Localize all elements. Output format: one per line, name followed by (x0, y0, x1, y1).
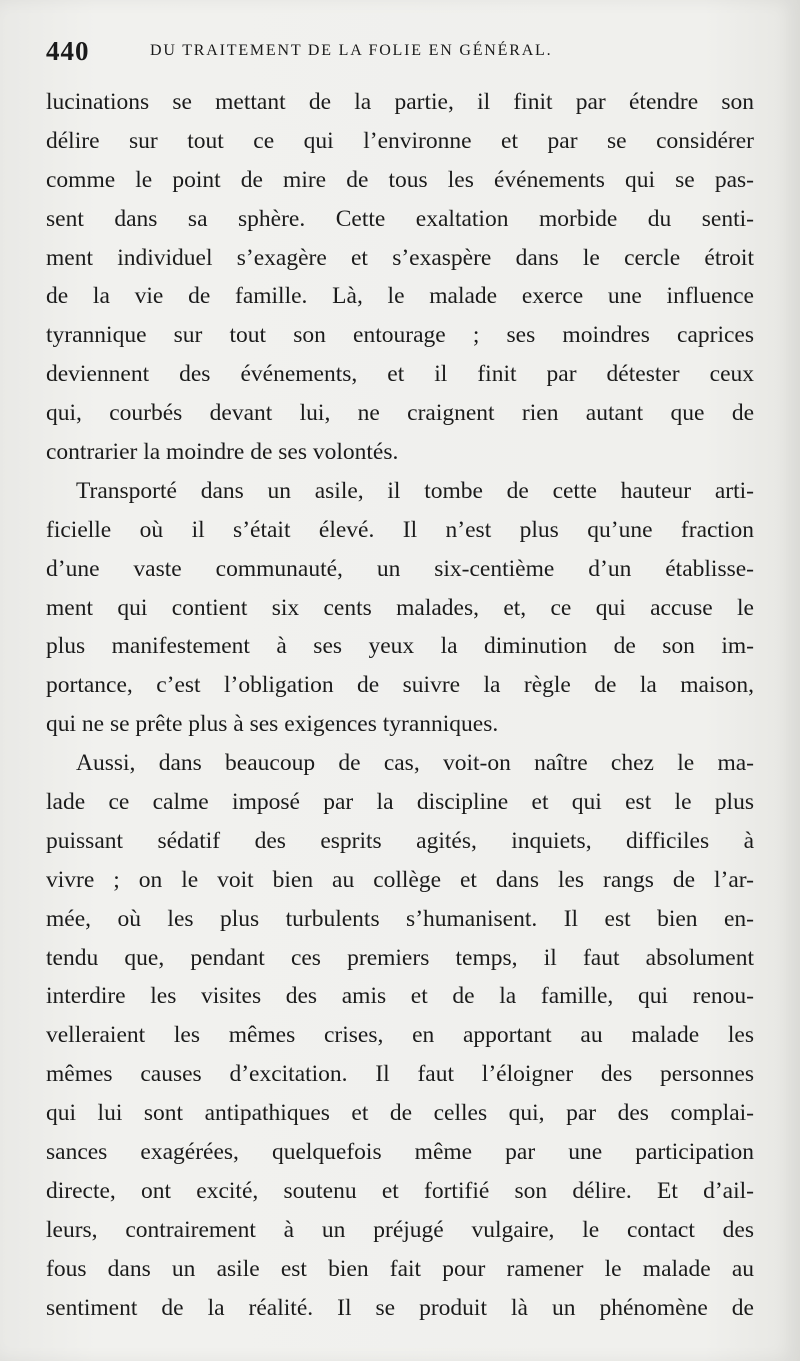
text-line: d’une vaste communauté, un six-centième d’un établisse- (46, 555, 754, 582)
text-line: contrarier la moindre de ses volontés. (46, 439, 399, 466)
text-line: tendu que, pendant ces premiers temps, il faut absolument (46, 944, 754, 971)
text-line: tyrannique sur tout son entourage ; ses moindres caprices (46, 322, 754, 349)
text-line: délire sur tout ce qui l’environne et par se considérer (46, 127, 754, 154)
text-line: interdire les visites des amis et de la famille, qui renou- (46, 983, 754, 1010)
text-line: Transporté dans un asile, il tombe de cette hauteur arti- (76, 477, 754, 504)
text-line: portance, c’est l’obligation de suivre la règle de la maison, (46, 672, 754, 699)
text-line: puissant sédatif des esprits agités, inquiets, difficiles à (46, 827, 754, 854)
text-line: comme le point de mire de tous les événements qui se pas- (46, 166, 754, 193)
text-line: fous dans un asile est bien fait pour ramener le malade au (46, 1255, 754, 1282)
text-line: mée, où les plus turbulents s’humanisent. Il est bien en- (46, 905, 754, 932)
text-line: deviennent des événements, et il finit par détester ceux (46, 361, 754, 388)
text-line: directe, ont excité, soutenu et fortifié son délire. Et d’ail- (46, 1177, 754, 1204)
text-line: mêmes causes d’excitation. Il faut l’éloigner des personnes (46, 1061, 754, 1088)
page-header (46, 36, 746, 72)
text-line: de la vie de famille. Là, le malade exerce une influence (46, 283, 754, 310)
text-line: qui lui sont antipathiques et de celles qui, par des complai- (46, 1100, 754, 1127)
text-line: qui ne se prête plus à ses exigences tyranniques. (46, 711, 499, 738)
text-line: ment individuel s’exagère et s’exaspère dans le cercle étroit (46, 244, 754, 271)
text-line: sentiment de la réalité. Il se produit là un phénomène de (46, 1294, 754, 1321)
text-line: ficielle où il s’était élevé. Il n’est plus qu’une fraction (46, 516, 754, 543)
text-line: sances exagérées, quelquefois même par une participation (46, 1139, 754, 1166)
text-line: plus manifestement à ses yeux la diminution de son im- (46, 633, 754, 660)
text-line: Aussi, dans beaucoup de cas, voit-on naître chez le ma- (76, 750, 754, 777)
text-line: vivre ; on le voit bien au collège et dans les rangs de l’ar- (46, 866, 754, 893)
text-line: velleraient les mêmes crises, en apportant au malade les (46, 1022, 754, 1049)
body-text (46, 83, 754, 1328)
text-line: ment qui contient six cents malades, et, ce qui accuse le (46, 594, 754, 621)
text-line: sent dans sa sphère. Cette exaltation morbide du senti- (46, 205, 754, 232)
page-number: 440 (46, 36, 90, 66)
text-line: lucinations se mettant de la partie, il finit par étendre son (46, 89, 754, 115)
running-head: DU TRAITEMENT DE LA FOLIE EN GÉNÉRAL. (150, 42, 553, 59)
text-line: leurs, contrairement à un préjugé vulgaire, le contact des (46, 1216, 754, 1243)
text-line: qui, courbés devant lui, ne craignent rien autant que de (46, 400, 754, 427)
text-line: lade ce calme imposé par la discipline et qui est le plus (46, 789, 754, 816)
